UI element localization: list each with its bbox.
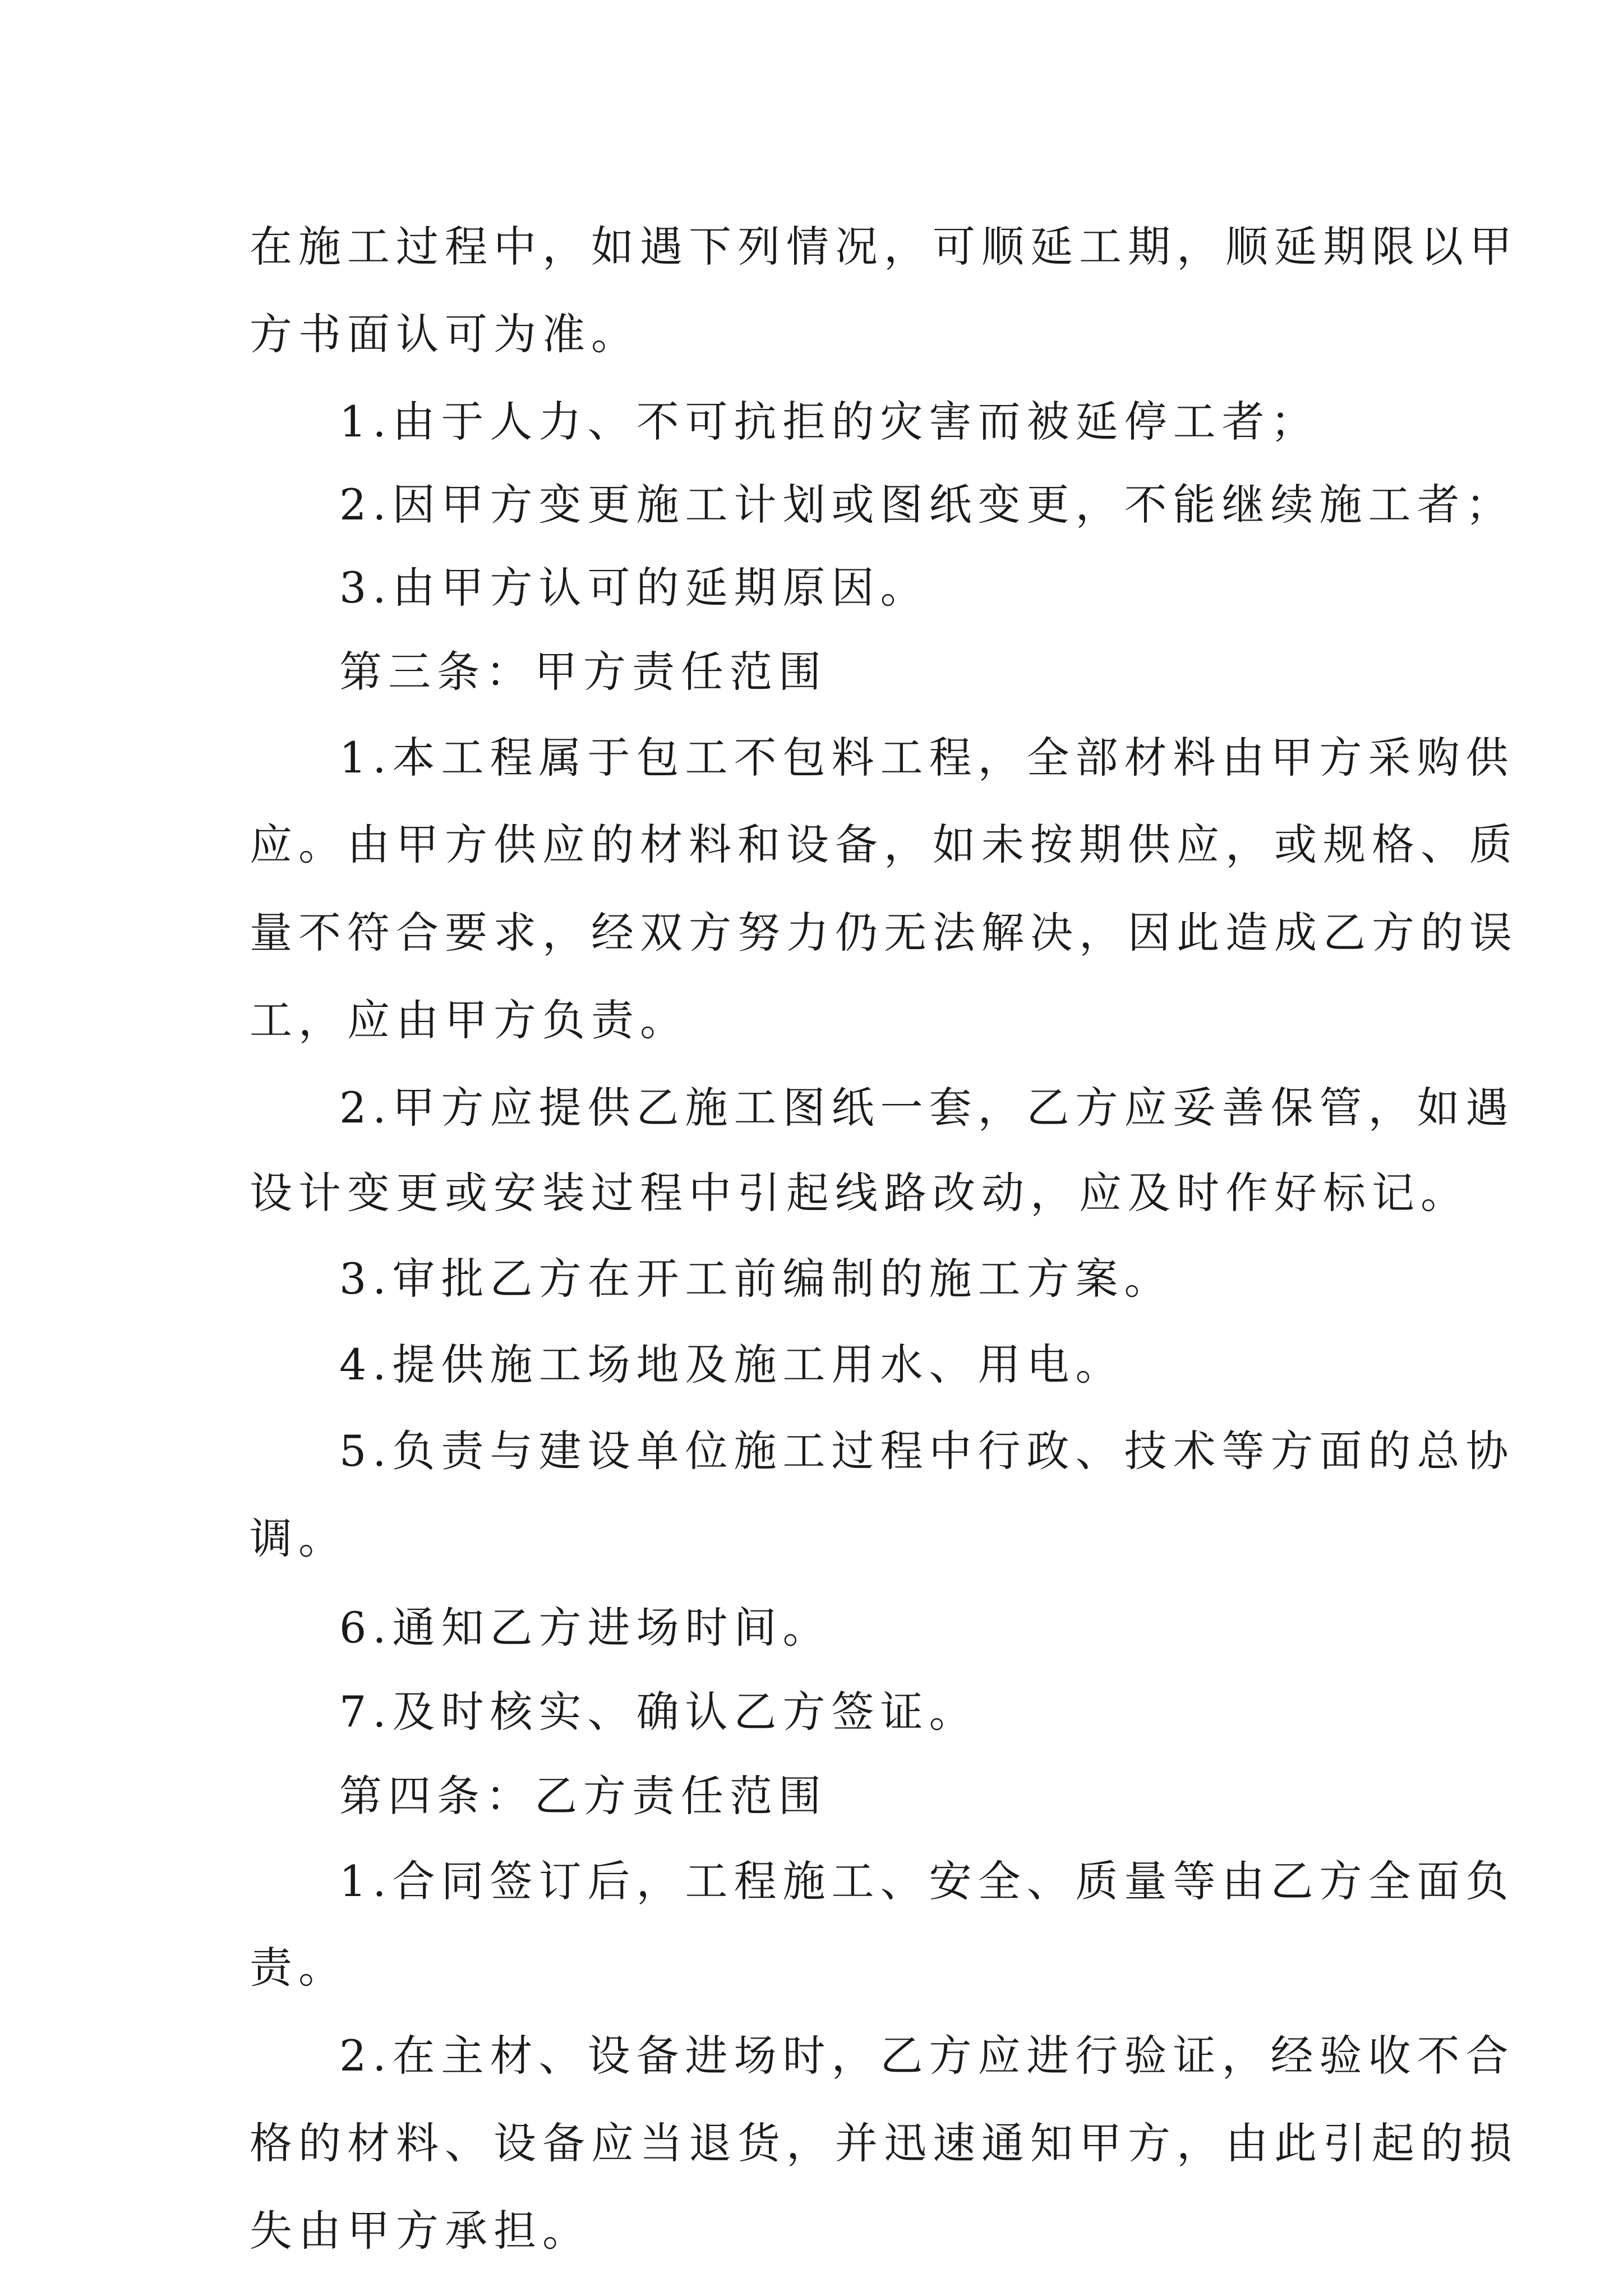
- list-item: 5.负责与建设单位施工过程中行政、技术等方面的总协: [339, 1426, 1515, 1476]
- list-item: 2.在主材、设备进场时，乙方应进行验证，经验收不合: [339, 2031, 1515, 2081]
- list-item: 3.审批乙方在开工前编制的施工方案。: [339, 1254, 1173, 1304]
- list-item: 1.合同签订后，工程施工、安全、质量等由乙方全面负: [339, 1856, 1515, 1906]
- text-line: 应。由甲方供应的材料和设备，如未按期供应，或规格、质: [250, 820, 1518, 869]
- text-line: 失由甲方承担。: [250, 2206, 591, 2256]
- text-line: 量不符合要求，经双方努力仍无法解决，因此造成乙方的误: [250, 908, 1518, 958]
- text-line: 在施工过程中，如遇下列情况，可顺延工期，顺延期限以甲: [250, 222, 1518, 272]
- text-line: 调。: [250, 1513, 347, 1563]
- text-line: 格的材料、设备应当退货，并迅速通知甲方，由此引起的损: [250, 2118, 1518, 2168]
- list-item: 6.通知乙方进场时间。: [339, 1603, 832, 1653]
- list-item: 4.提供施工场地及施工用水、用电。: [339, 1340, 1124, 1389]
- text-line: 设计变更或安装过程中引起线路改动，应及时作好标记。: [250, 1168, 1469, 1218]
- section-heading: 第三条：甲方责任范围: [339, 647, 827, 697]
- list-item: 2.甲方应提供乙施工图纸一套，乙方应妥善保管，如遇: [339, 1083, 1515, 1133]
- text-line: 工，应由甲方负责。: [250, 995, 689, 1045]
- section-heading: 第四条：乙方责任范围: [339, 1771, 827, 1821]
- list-item: 3.由甲方认可的延期原因。: [339, 563, 929, 613]
- list-item: 1.由于人力、不可抗拒的灾害而被延停工者；: [339, 397, 1320, 447]
- list-item: 7.及时核实、确认乙方签证。: [339, 1687, 978, 1737]
- list-item: 1.本工程属于包工不包料工程，全部材料由甲方采购供: [339, 733, 1515, 783]
- list-item: 2.因甲方变更施工计划或图纸变更，不能继续施工者；: [339, 480, 1515, 530]
- text-line: 方书面认可为准。: [250, 309, 640, 359]
- text-line: 责。: [250, 1943, 347, 1993]
